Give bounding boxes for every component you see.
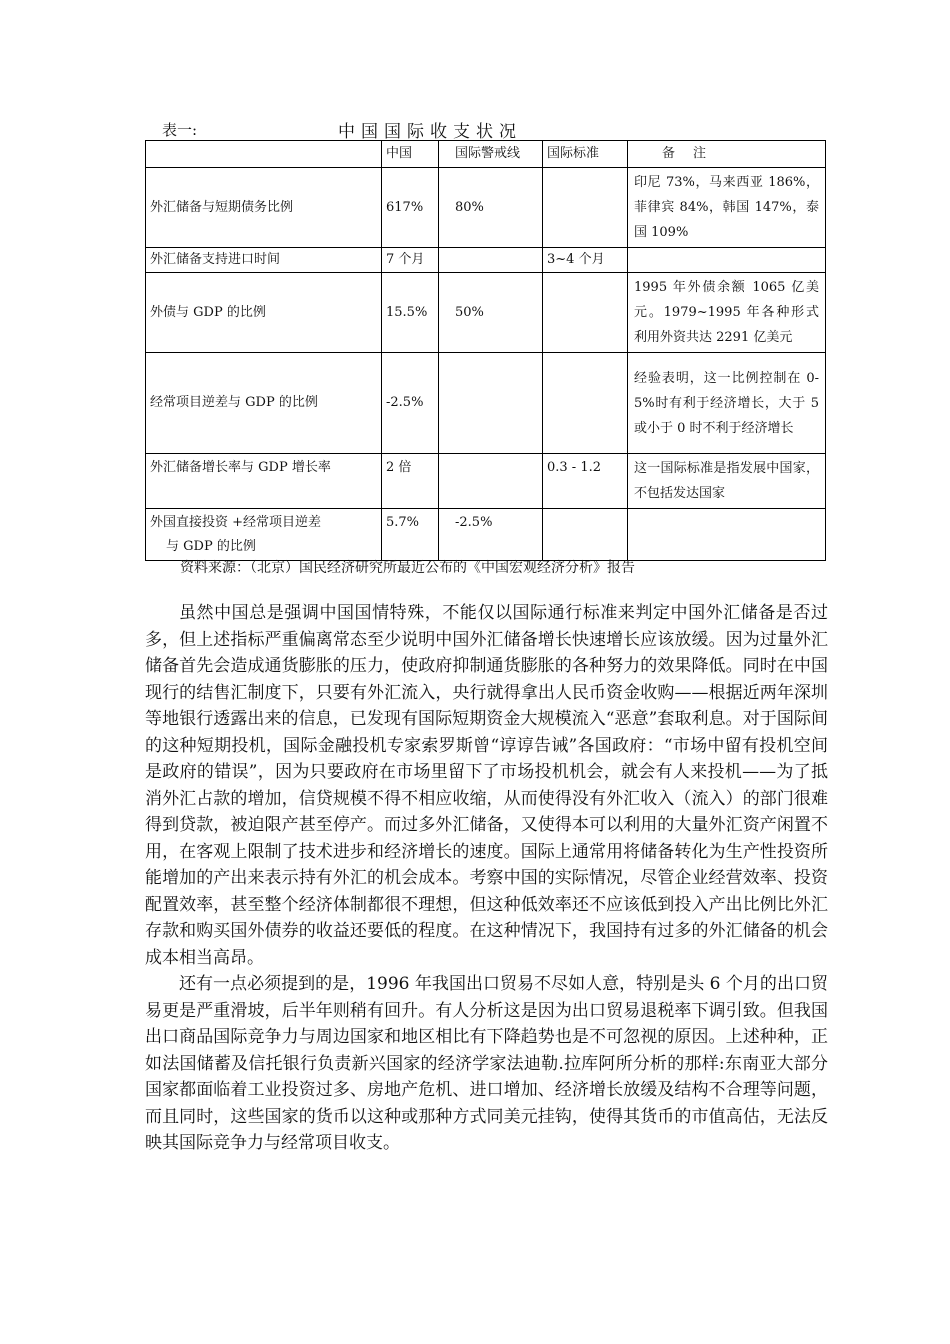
indicator-cell: 外债与 GDP 的比例 xyxy=(146,273,382,353)
indicator-cell: 外汇储备支持进口时间 xyxy=(146,248,382,273)
warning-cell xyxy=(439,353,543,454)
table-label: 表一: xyxy=(162,121,198,139)
standard-cell xyxy=(543,353,628,454)
china-cell: 2 倍 xyxy=(382,454,439,509)
china-cell: 5.7% xyxy=(382,509,439,561)
china-cell: 617% xyxy=(382,168,439,248)
standard-cell xyxy=(543,273,628,353)
note-cell: 经验表明，这一比例控制在 0-5%时有利于经济增长，大于 5 或小于 0 时不利于经济增长 xyxy=(628,353,826,454)
table-caption xyxy=(150,119,830,142)
table-row xyxy=(146,168,826,248)
indicator-cell xyxy=(146,509,382,561)
body-text xyxy=(145,600,828,1157)
header-intl-standard: 国际标准 xyxy=(543,141,628,168)
warning-cell: 80% xyxy=(439,168,543,248)
balance-of-payments-table xyxy=(145,140,826,561)
standard-cell: 0.3 - 1.2 xyxy=(543,454,628,509)
standard-cell xyxy=(543,168,628,248)
table-row xyxy=(146,509,826,561)
note-cell: 这一国际标准是指发展中国家，不包括发达国家 xyxy=(628,454,826,509)
china-cell: 15.5% xyxy=(382,273,439,353)
indicator-cell: 经常项目逆差与 GDP 的比例 xyxy=(146,353,382,454)
standard-cell xyxy=(543,509,628,561)
table-row xyxy=(146,248,826,273)
indicator-line-1: 外国直接投资 +经常项目逆差 xyxy=(150,515,322,530)
note-cell: 1995 年外债余额 1065 亿美元。1979~1995 年各种形式利用外资共达 2291 亿美元 xyxy=(628,273,826,353)
header-notes: 备注 xyxy=(628,141,826,168)
source-note: 资料来源：（北京）国民经济研究所最近公布的《中国宏观经济分析》报告 xyxy=(180,560,635,576)
indicator-line-2: 与 GDP 的比例 xyxy=(166,539,256,554)
table-title: 中国国际收支状况 xyxy=(338,122,522,142)
warning-cell: -2.5% xyxy=(439,509,543,561)
standard-cell: 3~4 个月 xyxy=(543,248,628,273)
note-cell xyxy=(628,509,826,561)
warning-cell xyxy=(439,454,543,509)
table-row xyxy=(146,454,826,509)
header-china: 中国 xyxy=(382,141,439,168)
china-cell: -2.5% xyxy=(382,353,439,454)
note-cell: 印尼 73%，马来西亚 186%，菲律宾 84%，韩国 147%，泰国 109% xyxy=(628,168,826,248)
table-row xyxy=(146,353,826,454)
note-cell xyxy=(628,248,826,273)
indicator-cell: 外汇储备增长率与 GDP 增长率 xyxy=(146,454,382,509)
warning-cell: 50% xyxy=(439,273,543,353)
paragraph: 还有一点必须提到的是，1996 年我国出口贸易不尽如人意，特别是头 6 个月的出口贸易更是严重滑坡，后半年则稍有回升。有人分析这是因为出口贸易退税率下调引致。但我国出口商品国际竞争力与周边国家和地区相比有下降趋势也是不可忽视的原因。上述种种，正如法国储蓄及信托银行负责新兴国家的经济学家法迪勒.拉库阿所分析的那样:东南亚大部分国家都面临着工业投资过多、房地产危机、进口增加、经济增长放缓及结构不合理等问题，而且同时，这些国家的货币以这种或那种方式同美元挂钩，使得其货币的市值高估，无法反映其国际竞争力与经常项目收支。 xyxy=(145,974,828,1153)
header-cell-empty xyxy=(146,141,382,168)
china-cell: 7 个月 xyxy=(382,248,439,273)
table-row xyxy=(146,273,826,353)
warning-cell xyxy=(439,248,543,273)
indicator-cell: 外汇储备与短期债务比例 xyxy=(146,168,382,248)
table-header-row xyxy=(146,141,826,168)
header-warning-line: 国际警戒线 xyxy=(439,141,543,168)
paragraph: 虽然中国总是强调中国国情特殊，不能仅以国际通行标准来判定中国外汇储备是否过多，但上述指标严重偏离常态至少说明中国外汇储备增长快速增长应该放缓。因为过量外汇储备首先会造成通货膨胀的压力，使政府抑制通货膨胀的各种努力的效果降低。同时在中国现行的结售汇制度下，只要有外汇流入，央行就得拿出人民币资金收购——根据近两年深圳等地银行透露出来的信息，已发现有国际短期资金大规模流入“恶意”套取利息。对于国际间的这种短期投机，国际金融投机专家索罗斯曾“谆谆告诫”各国政府：“市场中留有投机空间是政府的错误”，因为只要政府在市场里留下了市场投机机会，就会有人来投机——为了抵消外汇占款的增加，信贷规模不得不相应收缩，从而使得没有外汇收入（流入）的部门很难得到贷款，被迫限产甚至停产。而过多外汇储备，又使得本可以利用的大量外汇资产闲置不用，在客观上限制了技术进步和经济增长的速度。国际上通常用将储备转化为生产性投资所能增加的产出来表示持有外汇的机会成本。考察中国的实际情况，尽管企业经营效率、投资配置效率，甚至整个经济体制都很不理想，但这种低效率还不应该低到投入产出比例比外汇存款和购买国外债券的收益还要低的程度。在这种情况下，我国持有过多的外汇储备的机会成本相当高昂。 xyxy=(145,603,828,968)
